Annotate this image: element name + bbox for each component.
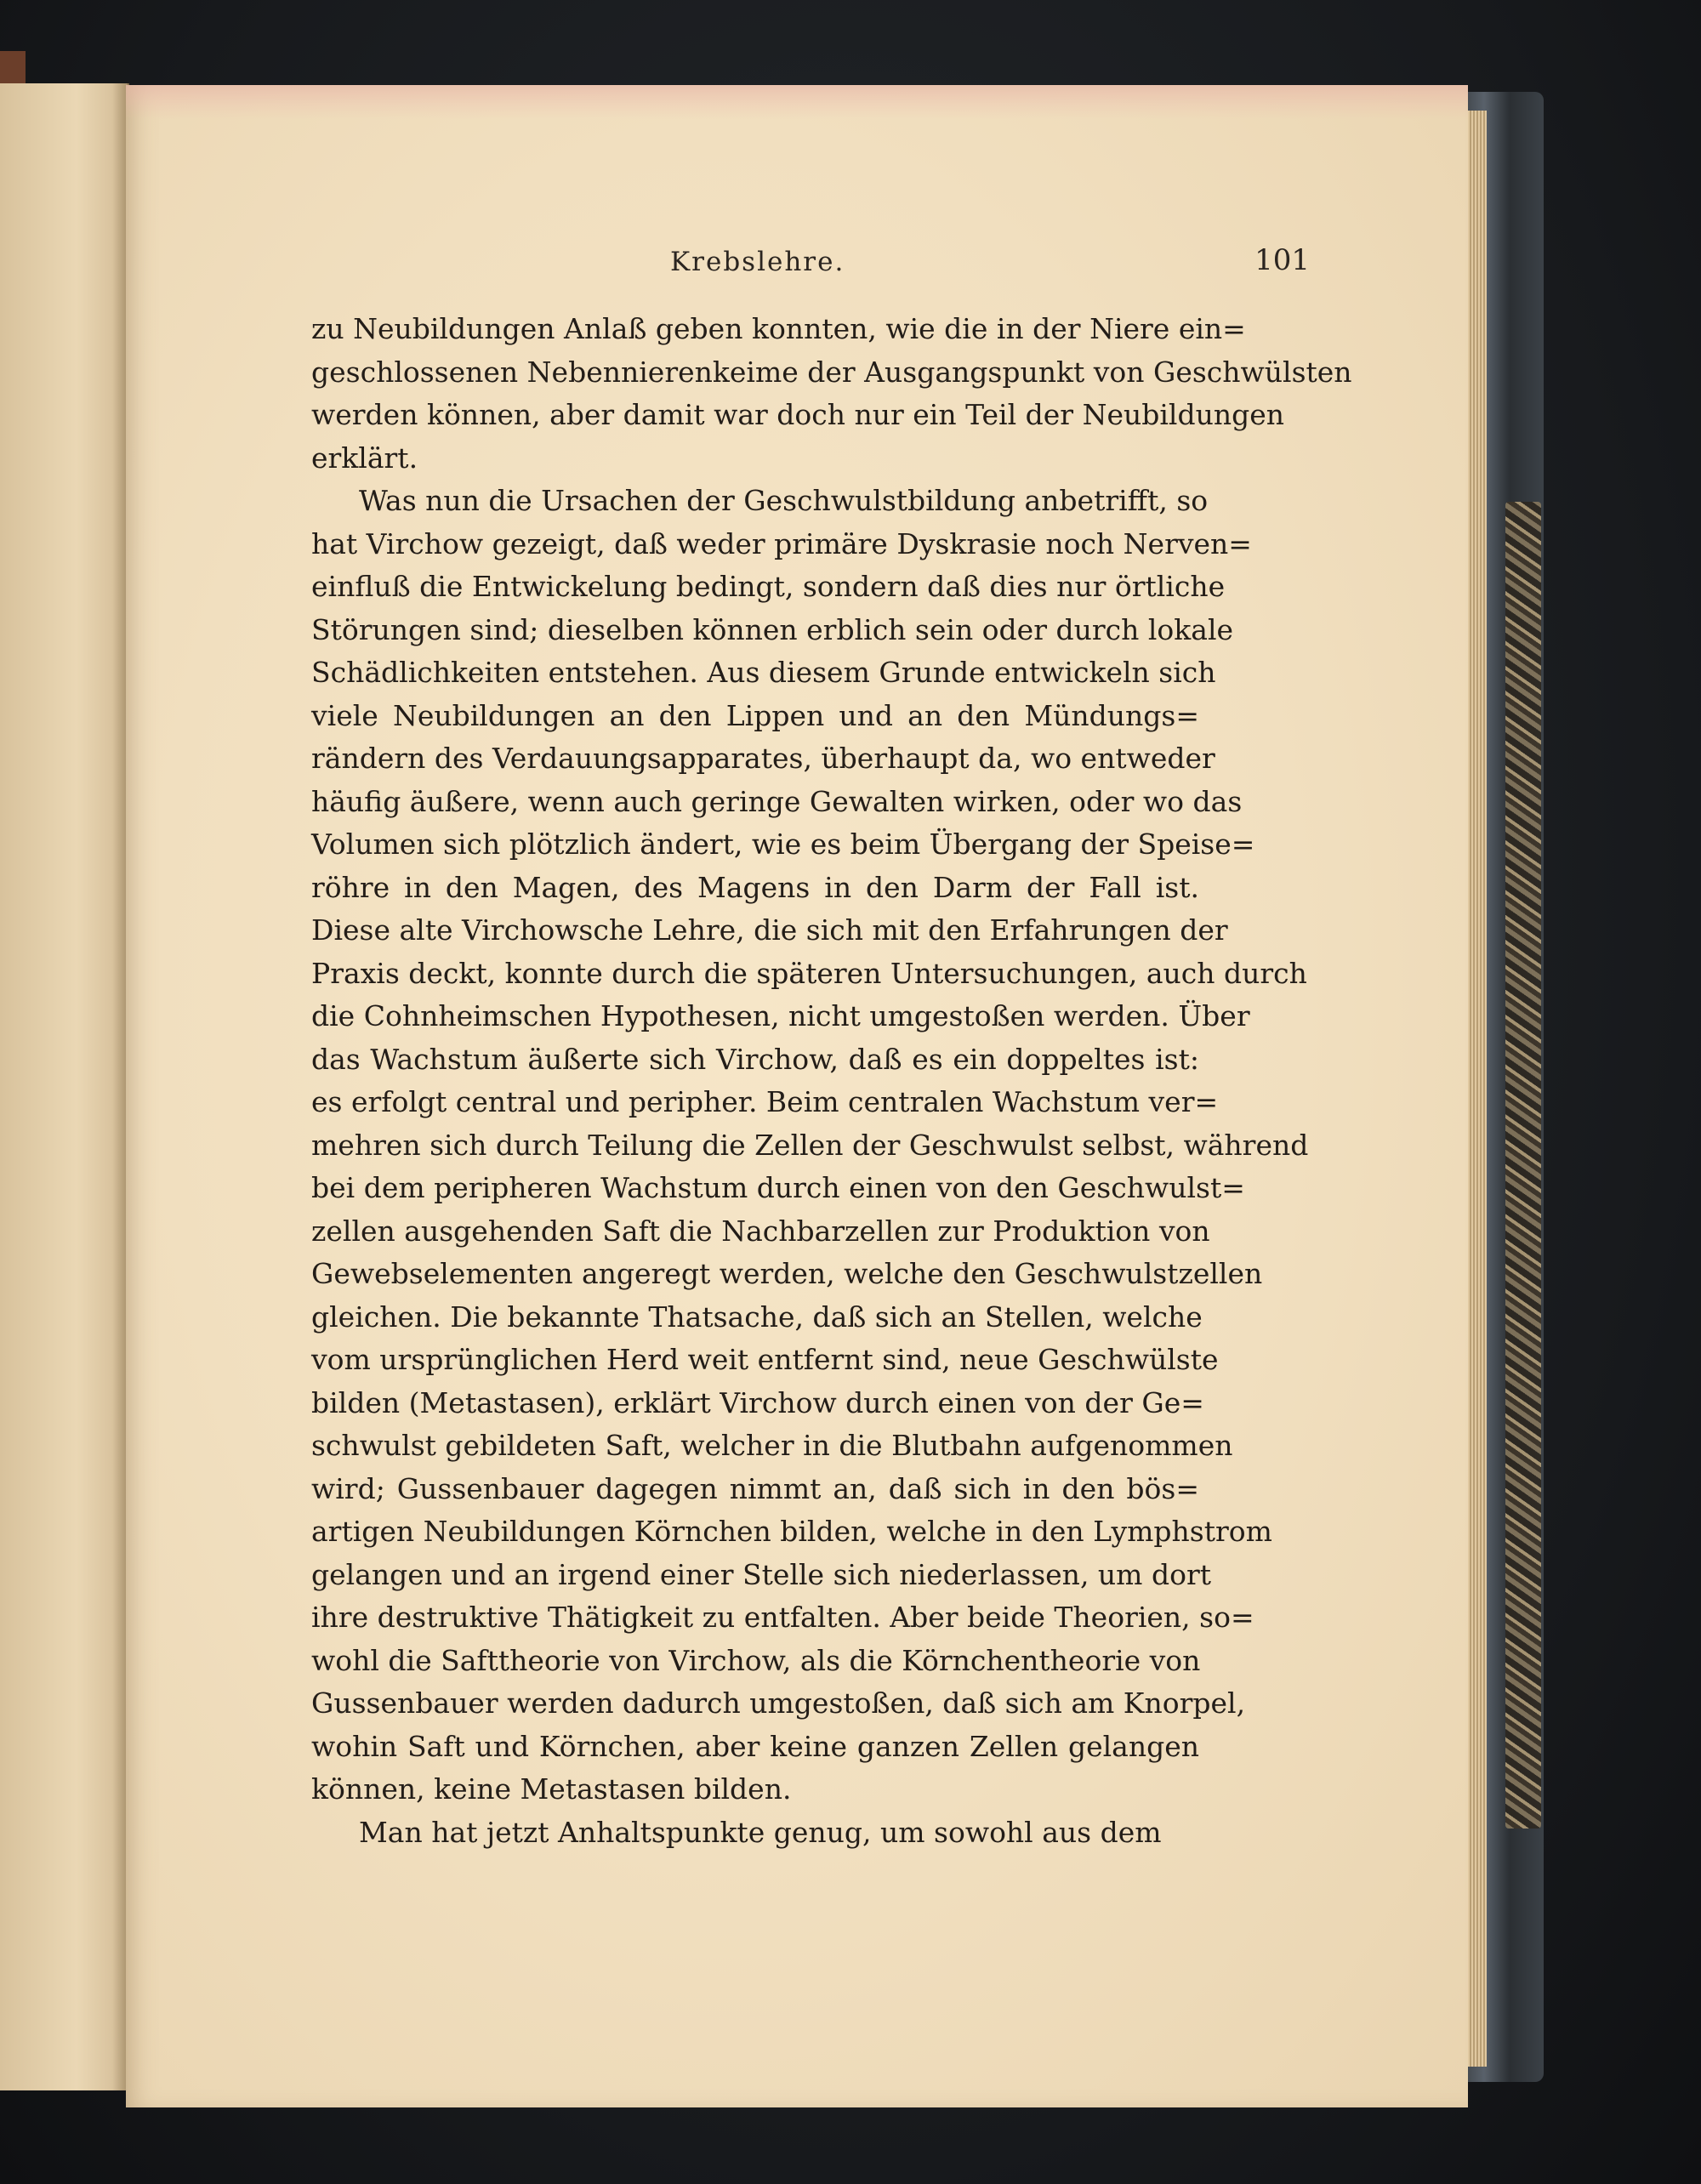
text-line: gelangen und an irgend einer Stelle sich niederlassen, um dort [311, 1557, 1211, 1591]
text-line: hat Virchow gezeigt, daß weder primäre Dyskrasie noch Nerven= [311, 526, 1252, 560]
text-line: wird; Gussenbauer dagegen nimmt an, daß sich in den bös= [311, 1471, 1199, 1505]
facing-page-edge [0, 83, 129, 2090]
text-line: viele Neubildungen an den Lippen und an den Mündungs= [311, 698, 1199, 732]
text-line: zellen ausgehenden Saft die Nachbarzellen zur Produktion von [311, 1214, 1210, 1248]
text-line: wohl die Safttheorie von Virchow, als die Körnchentheorie von [311, 1643, 1201, 1677]
text-line: Man hat jetzt Anhaltspunkte genug, um sowohl aus dem [359, 1815, 1162, 1849]
text-line: Gussenbauer werden dadurch umgestoßen, daß sich am Knorpel, [311, 1686, 1246, 1720]
text-line: gleichen. Die bekannte Thatsache, daß sich an Stellen, welche [311, 1300, 1203, 1334]
text-line: einfluß die Entwickelung bedingt, sondern daß dies nur örtliche [311, 570, 1226, 603]
text-line: rändern des Verdauungsapparates, überhaupt da, wo entweder [311, 742, 1215, 775]
text-line: ihre destruktive Thätigkeit zu entfalten. Aber beide Theorien, so= [311, 1601, 1254, 1634]
text-line: Was nun die Ursachen der Geschwulstbildung anbetrifft, so [359, 484, 1209, 517]
text-line: Gewebselementen angeregt werden, welche den Geschwulstzellen [311, 1257, 1263, 1290]
text-line: Schädlichkeiten entstehen. Aus diesem Grunde entwickeln sich [311, 656, 1216, 689]
text-line: röhre in den Magen, des Magens in den Darm der Fall ist. [311, 870, 1199, 904]
text-line: werden können, aber damit war doch nur ein Teil der Neubildungen [311, 398, 1284, 431]
text-line: Störungen sind; dieselben können erblich sein oder durch lokale [311, 612, 1234, 646]
text-line: bilden (Metastasen), erklärt Virchow durch einen von der Ge= [311, 1385, 1204, 1419]
marbled-edge [1505, 502, 1541, 1829]
text-line: vom ursprünglichen Herd weit entfernt sind, neue Geschwülste [311, 1343, 1219, 1376]
text-line: Praxis deckt, konnte durch die späteren Untersuchungen, auch durch [311, 956, 1307, 990]
text-line: erklärt. [311, 441, 418, 475]
text-line: schwulst gebildeten Saft, welcher in die Blutbahn aufgenommen [311, 1429, 1233, 1462]
text-line: können, keine Metastasen bilden. [311, 1772, 792, 1806]
text-line: die Cohnheimschen Hypothesen, nicht umgestoßen werden. Über [311, 999, 1250, 1032]
text-line: häufig äußere, wenn auch geringe Gewalten wirken, oder wo das [311, 784, 1243, 818]
text-line: das Wachstum äußerte sich Virchow, daß es ein doppeltes ist: [311, 1042, 1199, 1076]
text-line: artigen Neubildungen Körnchen bilden, welche in den Lymphstrom [311, 1515, 1272, 1548]
running-head: Krebslehre. [670, 247, 845, 277]
text-line: Volumen sich plötzlich ändert, wie es beim Übergang der Speise= [311, 828, 1255, 861]
text-line: Diese alte Virchowsche Lehre, die sich mit den Erfahrungen der [311, 913, 1228, 947]
text-line: bei dem peripheren Wachstum durch einen von den Geschwulst= [311, 1171, 1245, 1204]
text-line: wohin Saft und Körnchen, aber keine ganzen Zellen gelangen [311, 1729, 1199, 1763]
body-text [311, 308, 1352, 1854]
text-line: geschlossenen Nebennierenkeime der Ausgangspunkt von Geschwülsten [311, 355, 1352, 389]
page-number: 101 [1254, 243, 1310, 277]
book-page [126, 85, 1468, 2107]
text-line: zu Neubildungen Anlaß geben konnten, wie die in der Niere ein= [311, 312, 1246, 345]
text-line: mehren sich durch Teilung die Zellen der Geschwulst selbst, während [311, 1128, 1309, 1162]
text-line: es erfolgt central und peripher. Beim centralen Wachstum ver= [311, 1085, 1219, 1118]
